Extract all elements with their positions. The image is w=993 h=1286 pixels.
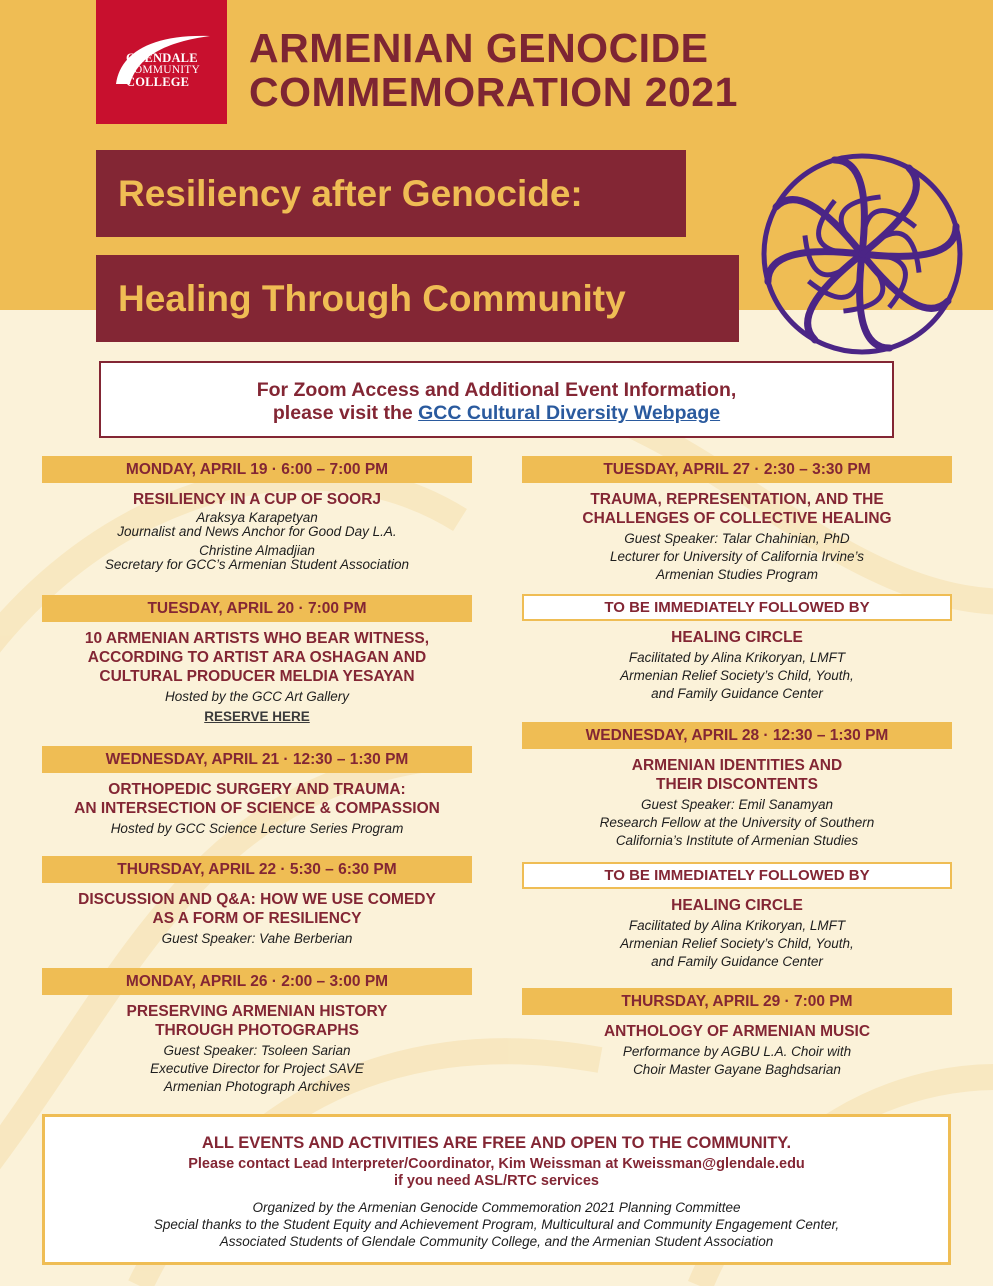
event-title-line: AS A FORM OF RESILIENCY — [152, 910, 362, 927]
glendale-college-logo — [96, 0, 227, 124]
event-description — [522, 530, 952, 584]
event-description-line: Research Fellow at the University of Southern — [599, 815, 875, 830]
event-title-line: THEIR DISCONTENTS — [656, 776, 818, 793]
event-title-line: ORTHOPEDIC SURGERY AND TRAUMA: — [108, 781, 406, 798]
event-block — [42, 856, 472, 948]
theme-banner-line-2: Healing Through Community — [96, 255, 739, 342]
footer-contact-line-1: Please contact Lead Interpreter/Coordinator, Kim Weissman at Kweissman@glendale.edu — [188, 1156, 805, 1172]
event-title-line: 10 ARMENIAN ARTISTS WHO BEAR WITNESS, — [84, 630, 430, 647]
event-title-line: HEALING CIRCLE — [671, 897, 803, 914]
event-description — [42, 1042, 472, 1096]
event-description-line: Araksya Karapetyan — [196, 510, 318, 525]
event-block — [522, 722, 952, 850]
event-description-line: Secretary for GCC’s Armenian Student Association — [104, 557, 410, 572]
event-date: THURSDAY, APRIL 29 · 7:00 PM — [522, 988, 952, 1015]
event-description-line: California’s Institute of Armenian Studies — [615, 833, 859, 848]
event-title — [42, 1002, 472, 1040]
event-title — [522, 756, 952, 794]
page-title-line-2: COMMEMORATION 2021 — [249, 69, 738, 115]
event-title — [42, 890, 472, 928]
event-description-line: Choir Master Gayane Baghdsarian — [633, 1062, 841, 1077]
event-description-line: Armenian Relief Society’s Child, Youth, — [620, 936, 854, 951]
event-description-line: and Family Guidance Center — [651, 954, 823, 969]
event-block — [522, 862, 952, 971]
footer-credits-line: Organized by the Armenian Genocide Commemoration 2021 Planning Committee — [252, 1200, 741, 1215]
event-description-line: Journalist and News Anchor for Good Day L.A. — [117, 524, 397, 539]
zoom-info-line-2 — [101, 402, 892, 425]
zoom-info-box — [99, 361, 894, 438]
armenian-eternity-sign-icon — [752, 149, 972, 359]
event-title — [42, 780, 472, 818]
event-title-line: HEALING CIRCLE — [671, 629, 803, 646]
event-description — [42, 511, 472, 572]
event-block — [522, 594, 952, 703]
event-title-line: ARMENIAN IDENTITIES AND — [631, 757, 843, 774]
zoom-info-prefix: please visit the — [272, 402, 413, 424]
event-description-line: Lecturer for University of California Irvine’s — [609, 549, 865, 564]
event-date: WEDNESDAY, APRIL 21 · 12:30 – 1:30 PM — [42, 746, 472, 773]
event-description-line: Guest Speaker: Talar Chahinian, PhD — [624, 531, 850, 546]
event-block — [42, 746, 472, 838]
event-description-line: Armenian Photograph Archives — [163, 1079, 351, 1094]
event-title-line: ANTHOLOGY OF ARMENIAN MUSIC — [603, 1023, 871, 1040]
event-description-line: Facilitated by Alina Krikoryan, LMFT — [628, 650, 846, 665]
event-title-line: CHALLENGES OF COLLECTIVE HEALING — [582, 510, 892, 527]
cultural-diversity-link[interactable]: GCC Cultural Diversity Webpage — [418, 402, 721, 424]
event-description — [522, 917, 952, 971]
event-title-line: DISCUSSION AND Q&A: HOW WE USE COMEDY — [78, 891, 436, 908]
page-title-line-1: ARMENIAN GENOCIDE — [249, 25, 709, 71]
logo-line-2: COMMUNITY — [126, 64, 200, 76]
event-title — [42, 490, 472, 509]
theme-banner-line-1: Resiliency after Genocide: — [96, 150, 686, 237]
event-description — [522, 649, 952, 703]
event-title-line: TRAUMA, REPRESENTATION, AND THE — [590, 491, 884, 508]
footer-info-box — [42, 1114, 951, 1265]
event-block — [42, 595, 472, 724]
logo-line-3: COLLEGE — [126, 75, 190, 89]
event-date: WEDNESDAY, APRIL 28 · 12:30 – 1:30 PM — [522, 722, 952, 749]
page-title — [249, 26, 738, 114]
event-description-line: and Family Guidance Center — [651, 686, 823, 701]
event-title-line: ACCORDING TO ARTIST ARA OSHAGAN AND — [87, 649, 427, 666]
footer-credits — [45, 1199, 948, 1250]
event-title-line: THROUGH PHOTOGRAPHS — [155, 1022, 359, 1039]
event-date: TUESDAY, APRIL 20 · 7:00 PM — [42, 595, 472, 622]
logo-line-1: GLENDALE — [126, 51, 198, 65]
event-description-line: Performance by AGBU L.A. Choir with — [622, 1044, 852, 1059]
event-description — [522, 796, 952, 850]
event-title — [522, 896, 952, 915]
event-description-line: Hosted by the GCC Art Gallery — [164, 689, 350, 704]
event-title — [42, 629, 472, 686]
event-title-line: PRESERVING ARMENIAN HISTORY — [126, 1003, 388, 1020]
event-title — [522, 490, 952, 528]
event-title-line: RESILIENCY IN A CUP OF SOORJ — [132, 491, 382, 508]
event-description — [42, 820, 472, 838]
event-title-line: AN INTERSECTION OF SCIENCE & COMPASSION — [74, 800, 440, 817]
event-description-line: Christine Almadjian — [199, 543, 315, 558]
event-description-line: Guest Speaker: Emil Sanamyan — [640, 797, 834, 812]
event-description — [42, 688, 472, 706]
event-description — [42, 930, 472, 948]
event-description-line: Guest Speaker: Vahe Berberian — [161, 931, 353, 946]
event-description-line: Facilitated by Alina Krikoryan, LMFT — [628, 918, 846, 933]
event-description-line: Executive Director for Project SAVE — [150, 1061, 364, 1076]
event-description-line: Armenian Studies Program — [655, 567, 819, 582]
event-block — [42, 456, 472, 572]
event-title — [522, 1022, 952, 1041]
event-title — [522, 628, 952, 647]
reserve-here-link[interactable]: RESERVE HERE — [204, 709, 310, 724]
event-description-line: Hosted by GCC Science Lecture Series Program — [110, 821, 404, 836]
followed-by-label: TO BE IMMEDIATELY FOLLOWED BY — [522, 862, 952, 889]
event-description-line: Guest Speaker: Tsoleen Sarian — [163, 1043, 351, 1058]
logo-wordmark — [126, 52, 200, 88]
event-date: TUESDAY, APRIL 27 · 2:30 – 3:30 PM — [522, 456, 952, 483]
event-date: MONDAY, APRIL 26 · 2:00 – 3:00 PM — [42, 968, 472, 995]
event-block — [522, 988, 952, 1079]
followed-by-label: TO BE IMMEDIATELY FOLLOWED BY — [522, 594, 952, 621]
event-description — [522, 1043, 952, 1079]
event-date: THURSDAY, APRIL 22 · 5:30 – 6:30 PM — [42, 856, 472, 883]
footer-credits-line: Special thanks to the Student Equity and Achievement Program, Multicultural and Community Engagement Center, — [153, 1217, 840, 1232]
event-date: MONDAY, APRIL 19 · 6:00 – 7:00 PM — [42, 456, 472, 483]
footer-headline: ALL EVENTS AND ACTIVITIES ARE FREE AND OPEN TO THE COMMUNITY. — [201, 1134, 792, 1152]
event-block — [42, 968, 472, 1096]
event-title-line: CULTURAL PRODUCER MELDIA YESAYAN — [99, 668, 415, 685]
event-block — [522, 456, 952, 584]
zoom-info-line-1: For Zoom Access and Additional Event Information, — [256, 379, 737, 401]
footer-contact-line-2: if you need ASL/RTC services — [394, 1173, 599, 1189]
footer-credits-line: Associated Students of Glendale Community College, and the Armenian Student Association — [219, 1234, 774, 1249]
event-description-line: Armenian Relief Society’s Child, Youth, — [620, 668, 854, 683]
